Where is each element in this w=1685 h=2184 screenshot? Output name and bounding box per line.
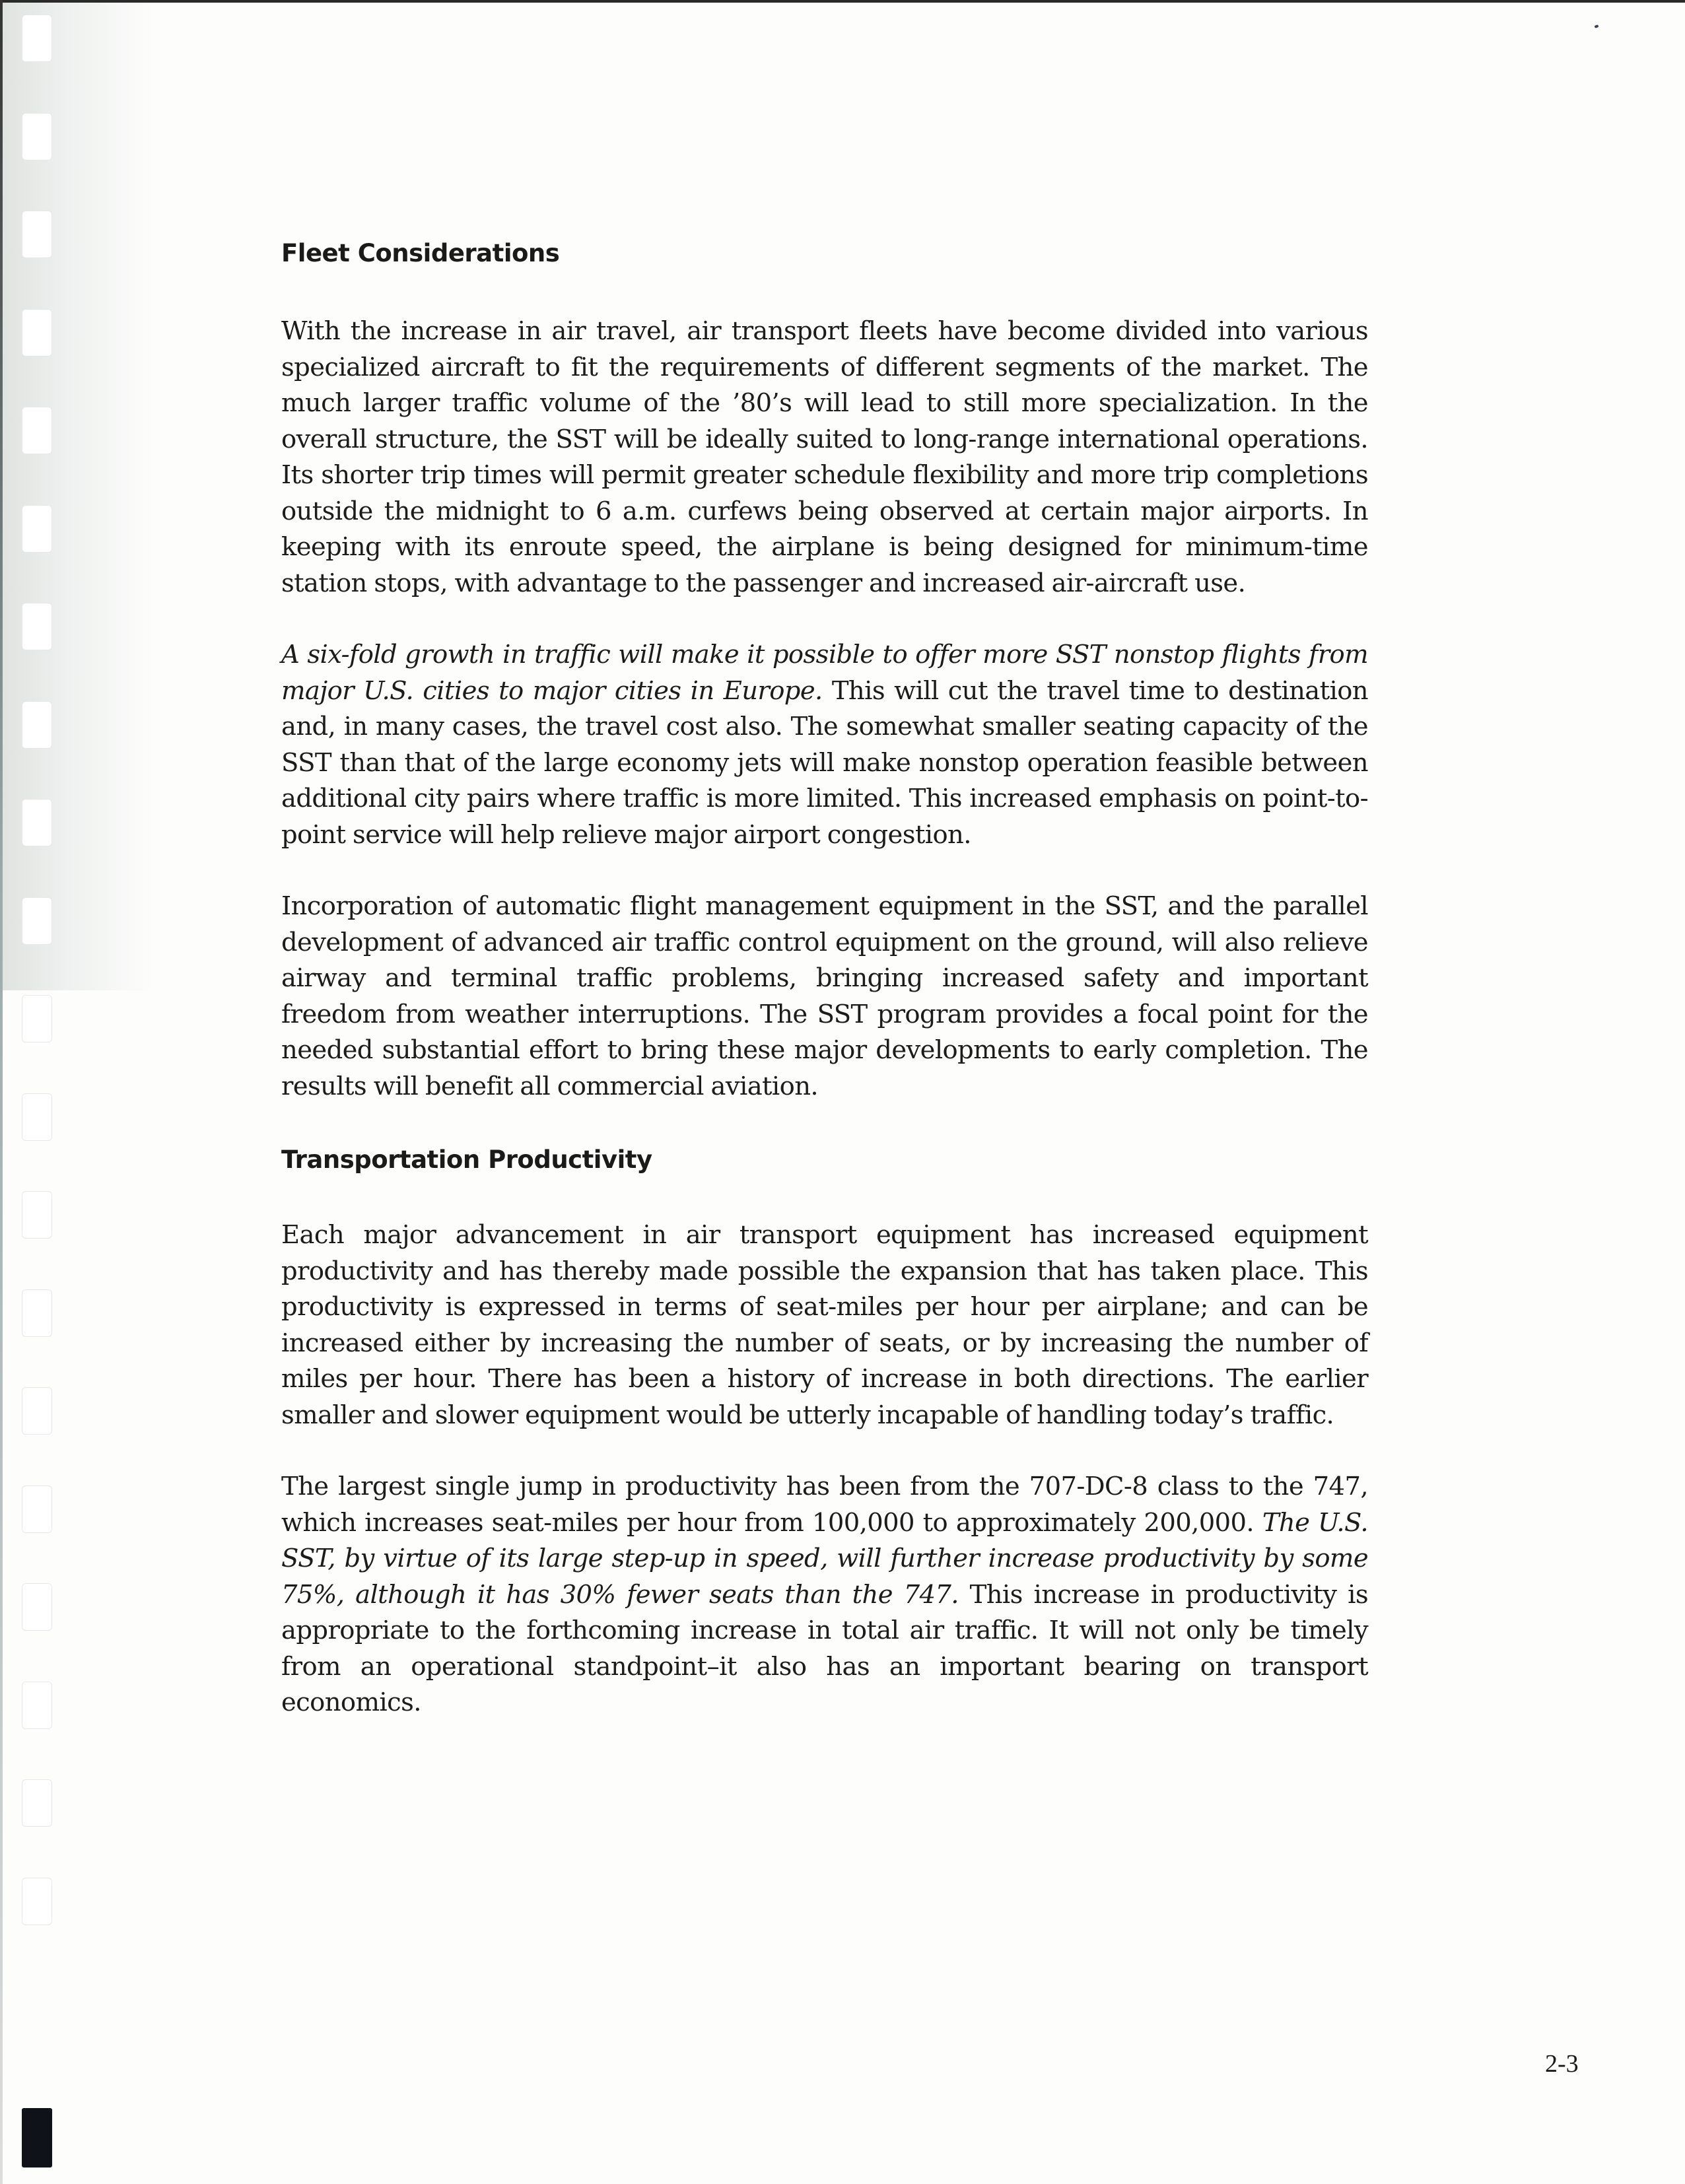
paragraph: [281, 1217, 1368, 1433]
binding-hole: [22, 603, 52, 650]
binding-hole: [22, 1682, 52, 1729]
binding-hole: [22, 897, 52, 945]
paragraph-emphasis: A six-fold growth in traffic will make it possible to offer more SST nonstop flights from major U.S. cities to major cities in Europe.: [281, 640, 1368, 706]
paragraph-emphasis: The U.S. SST, by virtue of its large step-up in speed, will further increase productivity by some 75%, although it has 30% fewer seats than the 747.: [281, 1507, 1368, 1610]
binding-hole: [22, 1289, 52, 1337]
paragraph-text: Each major advancement in air transport equipment has increased equipment productivity and has thereby made possible the expansion that has taken place. This productivity is expressed in terms of seat-miles per hour per airplane; and can be increased either by increasing the number of seats, or by increasing the number of miles per hour. There has been a history of increase in both directions. The earlier smaller and slower equipment would be utterly incapable of handling today’s traffic.: [281, 1220, 1368, 1430]
binding-hole: [22, 701, 52, 749]
scan-speck: [1594, 24, 1599, 28]
section-heading-transportation-productivity: Transportation Productivity: [281, 1145, 652, 1174]
binding-hole: [22, 309, 52, 357]
paragraph: [281, 1469, 1368, 1721]
document-body: [281, 239, 1368, 1721]
page-number: 2-3: [1545, 2050, 1579, 2078]
paragraph: [281, 889, 1368, 1105]
binding-hole: [22, 1485, 52, 1533]
section-heading-fleet-considerations: Fleet Considerations: [281, 239, 560, 267]
binding-hole: [22, 1878, 52, 1925]
paragraph-text: The largest single jump in productivity has been from the 707-DC-8 class to the 747, which increases seat-miles per hour from 100,000 to approximately 200,000.: [281, 1472, 1368, 1538]
binding-hole: [22, 113, 52, 160]
binding-hole: [22, 1779, 52, 1827]
paragraph-text: With the increase in air travel, air transport fleets have become divided into various specialized aircraft to fit the requirements of different segments of the market. The much larger traffic volume of the ’80’s will lead to still more specialization. In the overall structure, the SST will be ideally suited to long-range international operations. Its shorter trip times will permit greater schedule flexibility and more trip completions outside the midnight to 6 a.m. curfews being observed at certain major airports. In keeping with its enroute speed, the airplane is being designed for minimum-time station stops, with advantage to the passenger and increased air-aircraft use.: [281, 316, 1368, 598]
binding-hole: [22, 211, 52, 258]
paragraph: [281, 314, 1368, 601]
binding-hole: [22, 407, 52, 454]
binding-hole: [22, 1387, 52, 1435]
binding-hole: [22, 1583, 52, 1631]
paragraph: [281, 637, 1368, 853]
binding-hole: [22, 995, 52, 1042]
binding-hole: [22, 1191, 52, 1239]
binding-hole: [22, 1093, 52, 1141]
paragraph-text: This increase in productivity is appropriate to the forthcoming increase in total air traffic. It will not only be timely from an operational standpoint–it also has an important bearing on transport economics.: [281, 1579, 1368, 1717]
paragraph-text: Incorporation of automatic flight management equipment in the SST, and the parallel development of advanced air traffic control equipment on the ground, will also relieve airway and terminal traffic problems, bringing increased safety and important freedom from weather interruptions. The SST program provides a focal point for the needed substantial effort to bring these major developments to early completion. The results will benefit all commercial aviation.: [281, 891, 1368, 1101]
paragraph-text: This will cut the travel time to destination and, in many cases, the travel cost also. The somewhat smaller seating capacity of the SST than that of the large economy jets will make nonstop operation feasible between additional city pairs where traffic is more limited. This increased emphasis on point-to-point service will help relieve major airport congestion.: [281, 675, 1369, 850]
binding-hole: [22, 799, 52, 846]
page-top-edge: [0, 0, 1685, 3]
binding-tab-marker: [22, 2108, 52, 2167]
page-left-edge: [0, 0, 3, 2184]
binding-hole: [22, 15, 52, 62]
binding-hole: [22, 505, 52, 553]
